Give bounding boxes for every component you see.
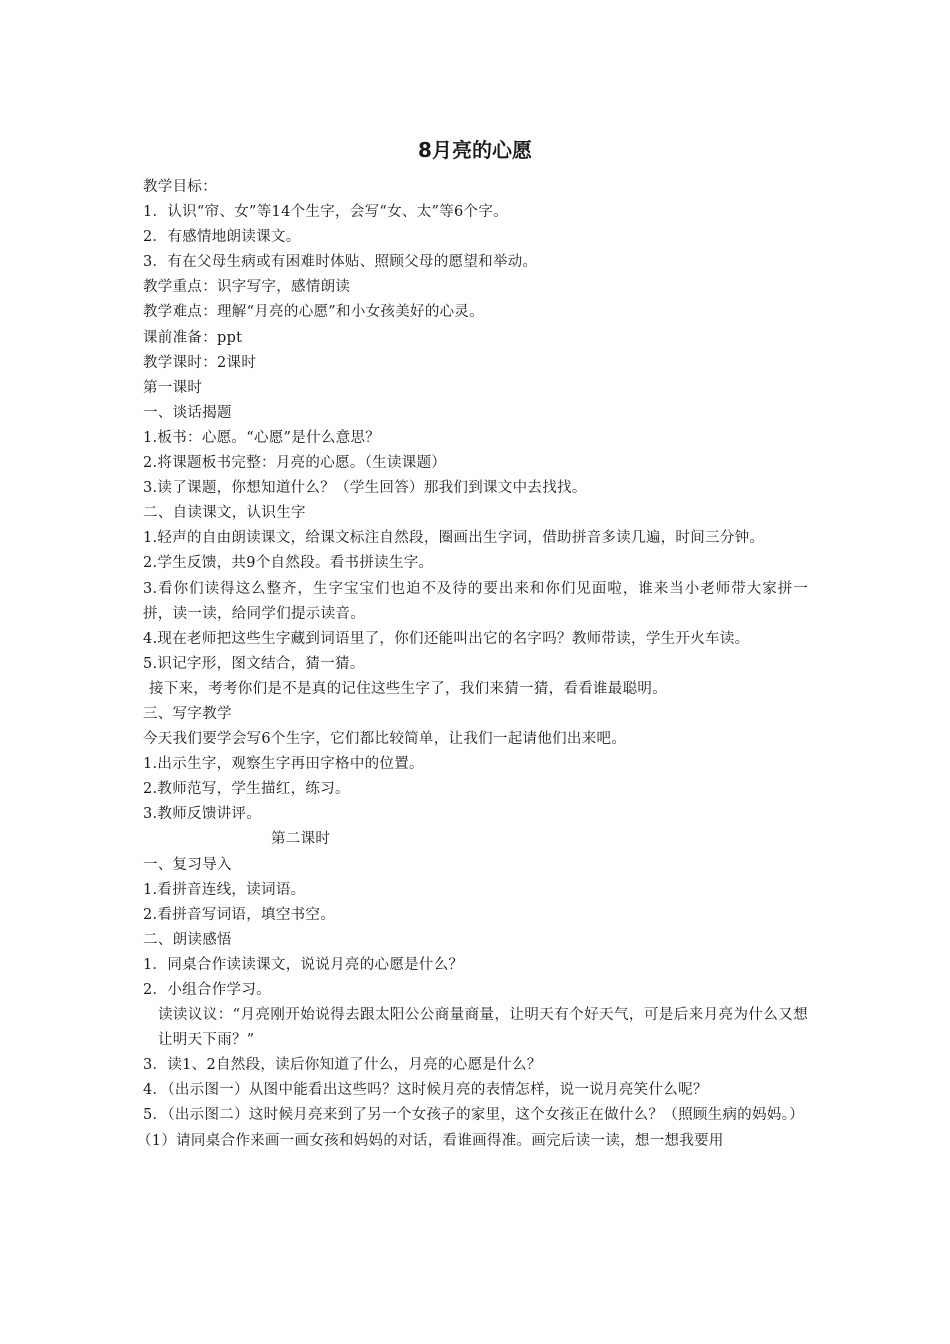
text-paragraph: 1.轻声的自由朗读课文，给课文标注自然段，圈画出生字词，借助拼音多读几遍，时间三分钟。 [143, 530, 765, 547]
document-title: 8月亮的心愿 [418, 138, 532, 162]
text-line: 1.板书：心愿。“心愿”是什么意思？ [143, 429, 381, 446]
section-heading: 三、写字教学 [143, 705, 232, 722]
text-line: 2．小组合作学习。 [143, 982, 271, 998]
section-heading: 第二课时 [271, 831, 331, 848]
text-line: 今天我们要学会写6个生字，它们都比较简单，让我们一起请他们出来吧。 [143, 731, 627, 748]
section-heading: 第一课时 [143, 379, 203, 396]
section-heading: 二、自读课文，认识生字 [143, 505, 306, 522]
text-line: 5.识记字形，图文结合，猜一猜。 [143, 655, 365, 672]
section-heading: 二、朗读感悟 [143, 931, 232, 948]
text-line: 1.出示生字，观察生字再田字格中的位置。 [143, 756, 424, 773]
section-heading: 一、谈话揭题 [143, 404, 232, 421]
text-line: 3.读了课题，你想知道什么？（学生回答）那我们到课文中去找找。 [143, 480, 587, 497]
text-line: 1．认识“帘、女”等14个生字，会写“女、太”等6个字。 [143, 204, 508, 221]
text-line: 2.学生反馈，共9个自然段。看书拼读生字。 [143, 555, 434, 572]
text-paragraph: 读读议议：“月亮刚开始说得去跟太阳公公商量商量，让明天有个好天气，可是后来月亮为什么又想让明天下雨？” [158, 1007, 808, 1049]
text-paragraph: 3.看你们读得这么整齐，生字宝宝们也迫不及待的要出来和你们见面啦，谁来当小老师带大家拼一拼，读一读，给同学们提示读音。 [143, 580, 808, 622]
text-line: 4．（出示图一）从图中能看出这些吗？这时候月亮的表情怎样，说一说月亮笑什么呢？ [143, 1082, 708, 1099]
text-line: 2.将课题板书完整：月亮的心愿。（生读课题） [143, 455, 447, 472]
text-line: 2.看拼音写词语，填空书空。 [143, 906, 336, 923]
text-line: 2．有感情地朗读课文。 [143, 229, 301, 246]
text-line: （1）请同桌合作来画一画女孩和妈妈的对话，看谁画得准。画完后读一读，想一想我要用 [137, 1132, 724, 1149]
text-line: 2.教师范写，学生描红，练习。 [143, 781, 350, 798]
text-line: 3．读1、2自然段，读后你知道了什么，月亮的心愿是什么？ [143, 1057, 542, 1074]
text-line: 课前准备：ppt [143, 329, 243, 346]
text-line: 教学重点：识字写字，感情朗读 [143, 279, 351, 296]
text-line: 教学课时：2课时 [143, 354, 257, 371]
text-line: 1.看拼音连线，读词语。 [143, 881, 306, 898]
text-line: 1．同桌合作读读课文，说说月亮的心愿是什么？ [143, 956, 464, 973]
section-heading: 一、复习导入 [143, 856, 232, 873]
text-line: 3.教师反馈讲评。 [143, 806, 262, 823]
text-paragraph: 4.现在老师把这些生字藏到词语里了，你们还能叫出它的名字吗？教师带读，学生开火车读。 [143, 630, 750, 647]
document-body [137, 175, 808, 1154]
text-line: 教学目标： [143, 179, 217, 195]
text-line: 接下来，考考你们是不是真的记住这些生字了，我们来猜一猜，看看谁最聪明。 [149, 680, 667, 697]
text-paragraph: 5．（出示图二）这时候月亮来到了另一个女孩子的家里，这个女孩正在做什么？（照顾生病的妈妈。） [143, 1107, 805, 1124]
text-line: 3．有在父母生病或有困难时体贴、照顾父母的愿望和举动。 [143, 254, 538, 271]
text-line: 教学难点：理解“月亮的心愿”和小女孩美好的心灵。 [143, 304, 485, 321]
